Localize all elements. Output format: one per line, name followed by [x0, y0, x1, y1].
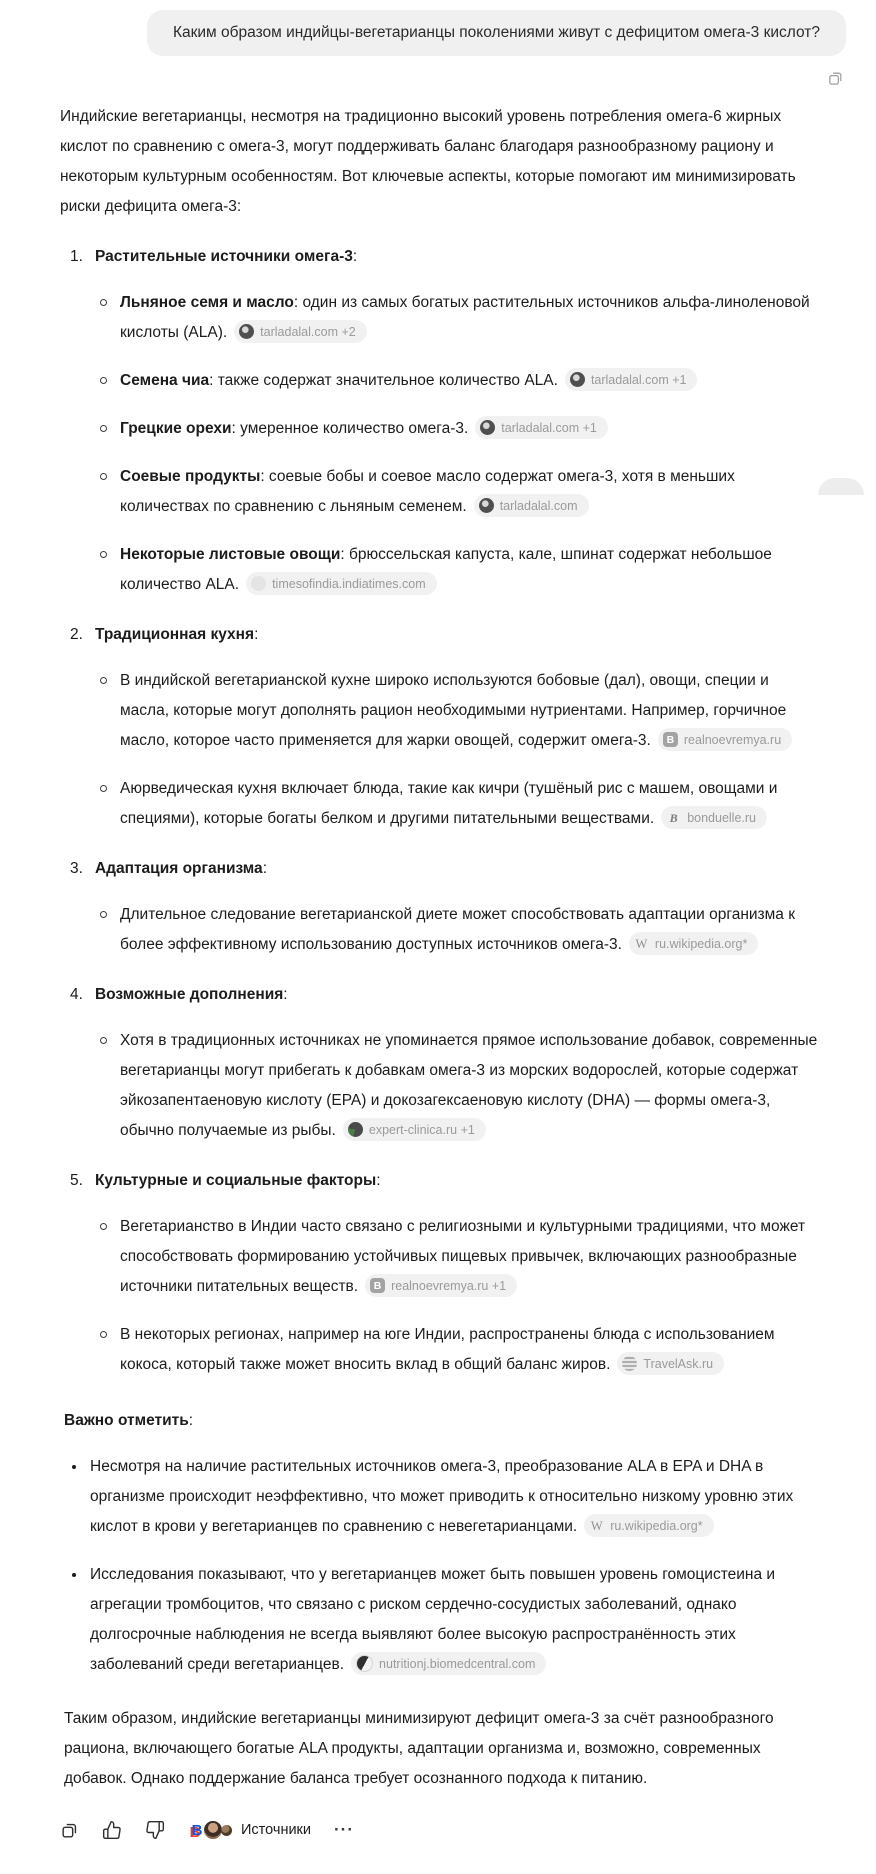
assistant-answer — [0, 88, 876, 1874]
section-bullet-list — [60, 1026, 820, 1146]
bullet-text: Длительное следование вегетарианской диете может способствовать адаптации организма к более эффективному использованию доступных источников омега-3. — [120, 906, 796, 953]
list-item — [60, 900, 820, 960]
scroll-peek-button[interactable] — [818, 478, 864, 495]
copy-question-button[interactable] — [827, 68, 844, 88]
circle-bullet-icon — [100, 299, 107, 306]
list-item — [60, 774, 820, 834]
section-number: 1. — [70, 248, 83, 265]
realnoevremya-favicon-icon: B — [663, 732, 678, 747]
citation-chip[interactable] — [474, 494, 589, 517]
list-item — [60, 1320, 820, 1380]
bullet-text: Вегетарианство в Индии часто связано с религиозными и культурными традициями, что может способствовать формированию устойчивых пищевых привычек, включающих разнообразные источники питательных веществ. — [120, 1218, 806, 1295]
circle-bullet-icon — [100, 425, 107, 432]
citation-chip[interactable] — [246, 572, 437, 595]
section-heading — [60, 980, 820, 1010]
colon: : — [188, 1412, 194, 1429]
list-item — [60, 1560, 820, 1680]
bullet-text: Исследования показывают, что у вегетарианцев может быть повышен уровень гомоцистеина и агрегации тромбоцитов, что связано с риском сердечно-сосудистых заболеваний, однако долгосрочные наблюдения не всегда выявляют более высокую распространённость этих заболеваний среди вегетарианцев. — [90, 1566, 776, 1673]
section-number: 5. — [70, 1172, 83, 1189]
list-item — [60, 1212, 820, 1302]
bullet-text: : один из самых богатых растительных источников альфа-линоленовой кислоты (ALA). — [120, 294, 810, 341]
citation-label: nutritionj.biomedcentral.com — [379, 1656, 536, 1671]
section-heading — [60, 242, 820, 272]
bullet-term: Грецкие орехи — [120, 420, 232, 437]
bullet-text: Аюрведическая кухня включает блюда, такие как кичри (тушёный рис с машем, овощами и специями), которые богаты белком и другими питательными веществами. — [120, 780, 778, 827]
tarladalal-favicon-icon — [239, 324, 254, 339]
citation-chip[interactable] — [617, 1352, 724, 1375]
bullet-term: Семена чиа — [120, 372, 210, 389]
colon: : — [254, 626, 259, 643]
citation-label: expert-clinica.ru +1 — [368, 1122, 475, 1137]
circle-bullet-icon — [100, 551, 107, 558]
circle-bullet-icon — [100, 1223, 107, 1230]
circle-bullet-icon — [100, 1037, 107, 1044]
colon: : — [283, 986, 288, 1003]
more-options-button[interactable] — [334, 1820, 354, 1840]
list-item — [60, 1026, 820, 1146]
section-title: Растительные источники омега-3 — [94, 248, 353, 265]
copy-icon — [827, 70, 844, 87]
bullet-term: Соевые продукты — [120, 468, 261, 485]
citation-label: tarladalal.com +1 — [501, 420, 597, 435]
source-favicon-stack — [188, 1820, 232, 1840]
citation-label: ru.wikipedia.org* — [654, 936, 748, 951]
wikipedia-favicon-icon: W — [635, 936, 648, 951]
important-title: Важно отметить — [64, 1412, 189, 1429]
section-bullet-list — [60, 1212, 820, 1380]
thumbs-up-button[interactable] — [102, 1820, 122, 1840]
citation-chip[interactable] — [475, 416, 608, 439]
section-heading — [60, 854, 820, 884]
user-message-bubble — [147, 10, 846, 56]
message-toolbar — [0, 1794, 820, 1874]
list-item — [60, 366, 820, 396]
thumbs-down-icon — [145, 1820, 165, 1840]
circle-bullet-icon — [100, 377, 107, 384]
colon: : — [352, 248, 358, 265]
travelask-favicon-icon — [622, 1356, 637, 1371]
source-mini-favicon-icon — [221, 1825, 232, 1836]
citation-label: timesofindia.indiatimes.com — [272, 576, 426, 591]
bullet-text: : соевые бобы и соевое масло содержат омега-3, хотя в меньших количествах по сравнению с льняным семенем. — [120, 468, 735, 515]
tarladalal-favicon-icon — [479, 498, 494, 513]
important-heading — [60, 1406, 820, 1436]
list-item — [60, 1452, 820, 1542]
citation-chip[interactable] — [365, 1274, 517, 1297]
section-title: Традиционная кухня — [94, 626, 255, 643]
circle-bullet-icon — [100, 785, 107, 792]
sources-label: Источники — [241, 1822, 312, 1838]
source-avatar-icon — [203, 1820, 223, 1840]
section-number: 4. — [70, 986, 83, 1003]
section-number: 3. — [70, 860, 83, 877]
list-item — [60, 462, 820, 522]
realnoevremya-favicon-icon: B — [370, 1278, 385, 1293]
section-number: 2. — [70, 626, 83, 643]
section-traditional-cuisine — [60, 620, 820, 834]
bullet-text: Хотя в традиционных источниках не упоминается прямое использование добавок, современные вегетарианцы могут прибегать к добавкам омега-3 из морских водорослей, которые содержат эйкозапентаеновую кислоту (EPA) и докозагексаеновую кислоту (DHA) — формы омега-3, обычно получаемые из рыбы. — [120, 1032, 818, 1139]
dot-bullet-icon — [72, 1465, 76, 1469]
section-title: Адаптация организма — [94, 860, 263, 877]
citation-label: tarladalal.com +2 — [260, 324, 356, 339]
sources-button[interactable] — [188, 1820, 311, 1840]
list-item — [60, 414, 820, 444]
colon: : — [376, 1172, 381, 1189]
citation-label: realnoevremya.ru +1 — [391, 1278, 507, 1293]
tarladalal-favicon-icon — [480, 420, 495, 435]
section-bullet-list — [60, 288, 820, 600]
citation-chip[interactable] — [584, 1514, 713, 1537]
bullet-text: В индийской вегетарианской кухне широко используются бобовые (дал), овощи, специи и масла, которые могут дополнять рацион необходимыми нутриентами. Например, горчичное масло, которое часто применяется для жарки овощей, содержит омега-3. — [120, 672, 787, 749]
wikipedia-favicon-icon: W — [590, 1518, 603, 1533]
bullet-text: Несмотря на наличие растительных источников омега-3, преобразование ALA в EPA и DHA в организме происходит неэффективно, что может приводить к относительно низкому уровню этих кислот в крови у вегетарианцев по сравнению с невегетарианцами. — [90, 1458, 794, 1535]
bullet-text: : брюссельская капуста, кале, шпинат содержат небольшое количество ALA. — [120, 546, 772, 593]
citation-chip[interactable] — [234, 320, 367, 343]
section-title: Возможные дополнения — [94, 986, 284, 1003]
citation-chip[interactable] — [351, 1652, 546, 1675]
citation-label: realnoevremya.ru — [683, 732, 782, 747]
section-adaptation — [60, 854, 820, 960]
section-bullet-list — [60, 666, 820, 834]
answer-conclusion-paragraph: Таким образом, индийские вегетарианцы минимизируют дефицит омега-3 за счёт разнообразного рациона, включающего богатые ALA продукты, адаптации организма и, возможно, современных добавок. Однако поддержание баланса требует осознанного подхода к питанию. — [64, 1710, 774, 1787]
section-title: Культурные и социальные факторы — [94, 1172, 377, 1189]
important-bullet-list — [60, 1452, 820, 1680]
realnoevremya-favicon-icon: В — [188, 1821, 206, 1839]
section-heading — [60, 1166, 820, 1196]
biomedcentral-favicon-icon — [356, 1655, 373, 1672]
bullet-term: Льняное семя и масло — [120, 294, 294, 311]
copy-icon — [60, 1821, 79, 1840]
list-item — [60, 666, 820, 756]
expert-clinica-favicon-icon — [348, 1122, 363, 1137]
copy-answer-button[interactable] — [60, 1821, 79, 1840]
bullet-term: Некоторые листовые овощи — [120, 546, 341, 563]
bullet-text: В некоторых регионах, например на юге Индии, распространены блюда с использованием кокоса, который также может вносить вклад в общий баланс жиров. — [120, 1326, 775, 1373]
citation-label: ru.wikipedia.org* — [610, 1518, 703, 1533]
timesofindia-favicon-icon — [251, 576, 266, 591]
user-message-row — [0, 0, 876, 56]
user-question-text: Каким образом индийцы-вегетарианцы поколениями живут с дефицитом омега-3 кислот? — [172, 24, 820, 41]
dot-bullet-icon — [72, 1573, 76, 1577]
list-item — [60, 288, 820, 348]
citation-label: tarladalal.com — [499, 498, 578, 513]
section-cultural-factors — [60, 1166, 820, 1380]
citation-label: TravelAsk.ru — [643, 1356, 714, 1371]
citation-chip[interactable] — [629, 932, 758, 955]
circle-bullet-icon — [100, 677, 107, 684]
section-supplements — [60, 980, 820, 1146]
ellipsis-icon: ··· — [334, 1820, 354, 1839]
section-bullet-list — [60, 900, 820, 960]
citation-label: bonduelle.ru — [687, 810, 756, 825]
bullet-text: : также содержат значительное количество ALA. — [209, 372, 558, 389]
section-plant-sources — [60, 242, 820, 600]
section-heading — [60, 620, 820, 650]
circle-bullet-icon — [100, 473, 107, 480]
thumbs-up-icon — [102, 1820, 122, 1840]
citation-label: tarladalal.com +1 — [590, 372, 687, 387]
answer-intro-paragraph: Индийские вегетарианцы, несмотря на традиционно высокий уровень потребления омега-6 жирных кислот по сравнению с омега-3, могут поддерживать баланс благодаря разнообразному рациону и некоторым культурным особенностям. Вот ключевые аспекты, которые помогают им минимизировать риски дефицита омега-3: — [60, 108, 796, 215]
bullet-text: : умеренное количество омега-3. — [231, 420, 469, 437]
circle-bullet-icon — [100, 911, 107, 918]
citation-chip[interactable] — [661, 806, 767, 829]
circle-bullet-icon — [100, 1331, 107, 1338]
colon: : — [262, 860, 267, 877]
bonduelle-favicon-icon: B — [669, 810, 678, 825]
question-actions-row — [0, 56, 876, 88]
thumbs-down-button[interactable] — [145, 1820, 165, 1840]
list-item — [60, 540, 820, 600]
citation-chip[interactable] — [658, 728, 792, 751]
citation-chip[interactable] — [343, 1118, 486, 1141]
tarladalal-favicon-icon — [570, 372, 585, 387]
citation-chip[interactable] — [565, 368, 698, 391]
